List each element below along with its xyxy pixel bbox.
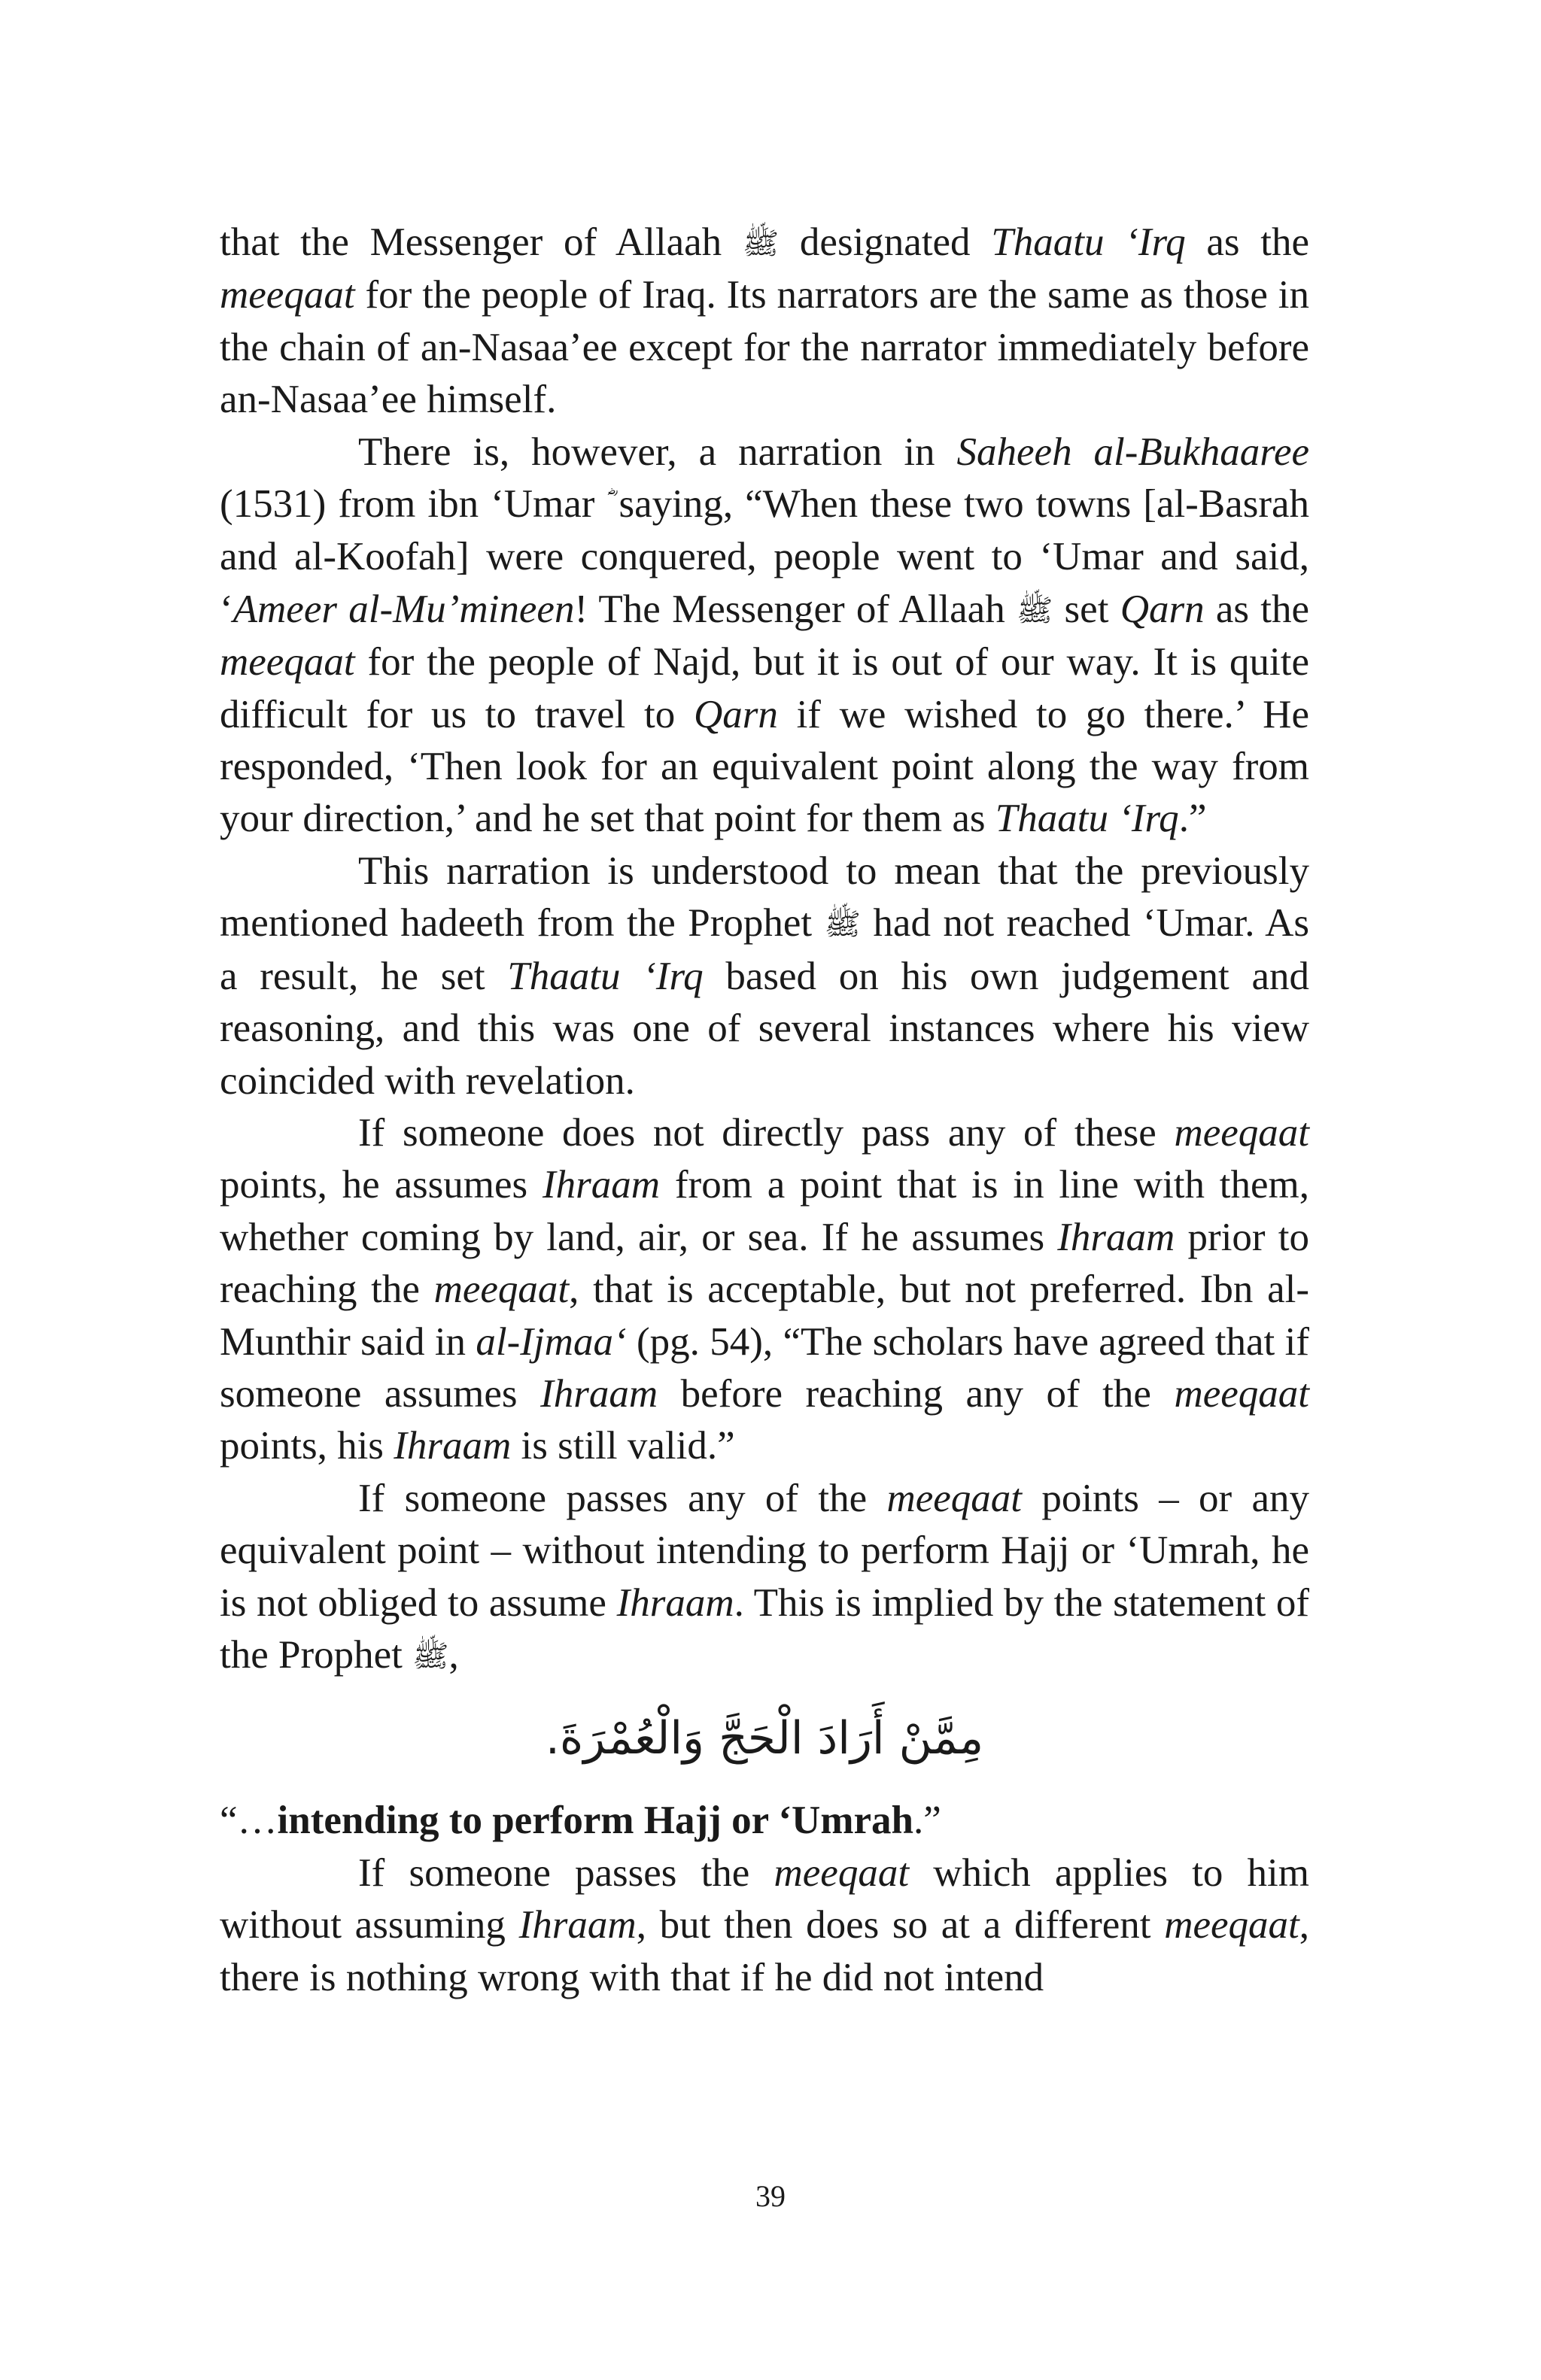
- italic-term: Qarn: [693, 692, 778, 736]
- text-run: , that is acceptable, but not preferred. Ibn al-Munthir said in: [220, 1267, 1309, 1364]
- text-run: ,: [448, 1632, 459, 1677]
- paragraph: [220, 427, 1309, 845]
- text-run: . This is implied by the statement of the Prophet: [220, 1580, 1309, 1677]
- text-run: had not reached ‘Umar. As a result, he set: [220, 901, 1309, 998]
- italic-term: al-Ijmaa‘: [476, 1319, 627, 1364]
- italic-term: meeqaat: [1174, 1371, 1309, 1416]
- italic-term: meeqaat: [433, 1267, 570, 1312]
- paragraph: [220, 1107, 1309, 1473]
- italic-term: meeqaat: [1164, 1903, 1299, 1947]
- italic-term: Thaatu ‘Irq: [995, 797, 1179, 841]
- italic-term: meeqaat: [886, 1476, 1022, 1520]
- arabic-quote: مِمَّنْ أَرَادَ الْحَجَّ وَالْعُمْرَةَ.: [545, 1712, 984, 1765]
- italic-term: Thaatu ‘Irq: [507, 954, 704, 998]
- text-run: as the: [1204, 587, 1310, 631]
- italic-term: Ihraam: [1057, 1215, 1175, 1259]
- italic-term: Ihraam: [518, 1903, 637, 1947]
- text-run: designated: [779, 220, 992, 264]
- page-number: 39: [755, 2179, 786, 2213]
- text-run: from a point that is in line with them, whether coming by land, air, or sea. If he assumes: [220, 1163, 1309, 1259]
- final-paragraph-container: [220, 1847, 1309, 2004]
- quote-bold: intending to perform Hajj or ‘Umrah: [277, 1799, 913, 1843]
- text-run: .”: [1178, 797, 1207, 841]
- honorific-glyph: ﷺ: [824, 907, 861, 942]
- text-run: If someone passes any of the: [358, 1476, 887, 1520]
- italic-term: Ihraam: [616, 1580, 734, 1625]
- text-run: prior to reaching the: [220, 1215, 1309, 1312]
- italic-term: Ihraam: [394, 1424, 512, 1468]
- italic-term: Saheeh al-Bukhaaree: [956, 430, 1309, 474]
- honorific-glyph: ﷺ: [742, 226, 780, 260]
- text-run: for the people of Iraq. Its narrators are the same as those in the chain of an-Nasaa’ee except for the narrator immediately before an-Nasaa’ee himself.: [220, 273, 1309, 422]
- text-run: If someone does not directly pass any of these: [358, 1110, 1175, 1155]
- italic-term: Thaatu ‘Irq: [991, 220, 1186, 264]
- text-run: which applies to him without assuming: [220, 1850, 1310, 1947]
- paragraph: [220, 1473, 1309, 1683]
- quote-close: .”: [913, 1799, 941, 1843]
- text-run: This narration is understood to mean that the previously mentioned hadeeth from the Prophet: [220, 848, 1309, 946]
- text-run: , but then does so at a different: [636, 1903, 1165, 1947]
- text-run: points, his: [220, 1424, 394, 1468]
- text-run: based on his own judgement and reasoning, and this was one of several instances where his view coincided with revelation.: [220, 954, 1309, 1103]
- italic-term: Ihraam: [543, 1163, 661, 1207]
- text-run: saying, “When these two towns [al-Basrah and al-Koofah] were conquered, people went to ‘Umar and said, ‘: [220, 482, 1309, 631]
- text-run: if we wished to go there.’ He responded, ‘Then look for an equivalent point along the way from your direction,’ and he set that point for them as: [220, 692, 1309, 841]
- paragraph: [220, 217, 1309, 427]
- text-run: , there is nothing wrong with that if he did not intend: [220, 1903, 1309, 1999]
- text-run: There is, however, a narration in: [358, 430, 957, 474]
- text-run: points, he assumes: [220, 1163, 543, 1207]
- paragraph: [220, 845, 1309, 1107]
- honorific-glyph: ﷺ: [412, 1638, 449, 1673]
- body-text: [220, 217, 1309, 1682]
- text-run: before reaching any of the: [658, 1371, 1175, 1416]
- honorific-glyph: ﷺ: [1016, 593, 1053, 627]
- italic-term: meeqaat: [774, 1850, 910, 1895]
- paragraph: [220, 1847, 1309, 2004]
- text-run: (1531) from ibn ‘Umar: [220, 482, 607, 527]
- italic-term: meeqaat: [1174, 1110, 1309, 1155]
- text-run: ! The Messenger of Allaah: [574, 587, 1017, 631]
- text-run: that the Messenger of Allaah: [220, 220, 743, 264]
- italic-term: meeqaat: [220, 273, 355, 317]
- text-run: If someone passes the: [358, 1850, 774, 1895]
- text-run: (pg. 54), “The scholars have agreed that if someone assumes: [220, 1319, 1310, 1416]
- text-run: points – or any equivalent point – without intending to perform Hajj or ‘Umrah, he is not obliged to assume: [220, 1476, 1310, 1625]
- text-run: is still valid.”: [511, 1424, 735, 1468]
- quote-open: “…: [220, 1799, 278, 1843]
- italic-term: Ameer al-Mu’mineen: [233, 587, 575, 631]
- page-body: [220, 217, 1309, 2004]
- italic-term: Ihraam: [540, 1371, 658, 1416]
- text-run: for the people of Najd, but it is out of our way. It is quite difficult for us to travel to: [220, 640, 1309, 736]
- italic-term: Qarn: [1120, 587, 1205, 631]
- text-run: set: [1053, 587, 1120, 631]
- quote-translation: [220, 1795, 1309, 1847]
- text-run: as the: [1185, 220, 1309, 264]
- italic-term: meeqaat: [220, 640, 355, 685]
